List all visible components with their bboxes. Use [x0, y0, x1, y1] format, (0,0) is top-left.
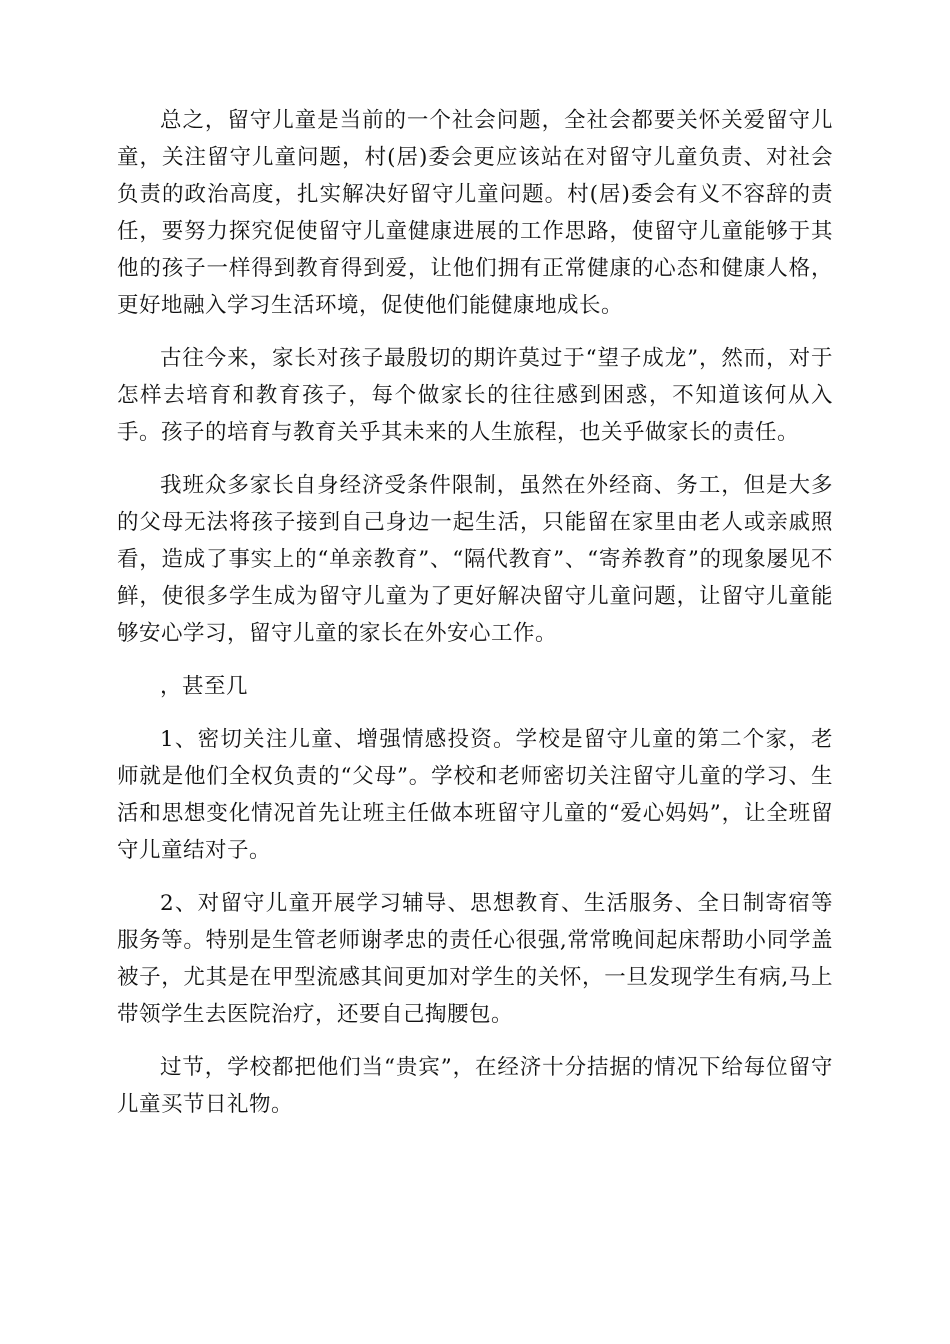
paragraph-parents-expectation: 古往今来，家长对孩子最殷切的期许莫过于“望子成龙”，然而，对于怎样去培育和教育孩子，每个做家长的往往感到困惑，不知道该何从入手。孩子的培育与教育关乎其未来的人生旅程，也关乎做家长的责任。 [117, 346, 833, 445]
paragraph-item-2: 2、对留守儿童开展学习辅导、思想教育、生活服务、全日制寄宿等服务等。特别是生管老师谢孝忠的责任心很强,常常晚间起床帮助小同学盖被子，尤其是在甲型流感其间更加对学生的关怀，一旦发现学生有病,马上带领学生去医院治疗，还要自己掏腰包。 [117, 891, 833, 1027]
paragraph-holidays: 过节，学校都把他们当“贵宾”，在经济十分拮据的情况下给每位留守儿童买节日礼物。 [117, 1055, 833, 1117]
paragraph-class-situation: 我班众多家长自身经济受条件限制，虽然在外经商、务工，但是大多的父母无法将孩子接到自己身边一起生活，只能留在家里由老人或亲戚照看，造成了事实上的“单亲教育”、“隔代教育”、“寄养教育”的现象屡见不鲜，使很多学生成为留守儿童为了更好解决留守儿童问题，让留守儿童能够安心学习，留守儿童的家长在外安心工作。 [117, 473, 833, 646]
document-body [117, 102, 833, 1139]
paragraph-summary: 总之，留守儿童是当前的一个社会问题，全社会都要关怀关爱留守儿童，关注留守儿童问题，村(居)委会更应该站在对留守儿童负责、对社会负责的政治高度，扎实解决好留守儿童问题。村(居)委会有义不容辞的责任，要努力探究促使留守儿童健康进展的工作思路，使留守儿童能够于其他的孩子一样得到教育得到爱，让他们拥有正常健康的心态和健康人格，更好地融入学习生活环境，促使他们能健康地成长。 [117, 108, 833, 318]
paragraph-item-1: 1、密切关注儿童、增强情感投资。学校是留守儿童的第二个家，老师就是他们全权负责的“父母”。学校和老师密切关注留守儿童的学习、生活和思想变化情况首先让班主任做本班留守儿童的“爱心妈妈”，让全班留守儿童结对子。 [117, 727, 833, 863]
paragraph-fragment: ，甚至几 [160, 674, 249, 699]
